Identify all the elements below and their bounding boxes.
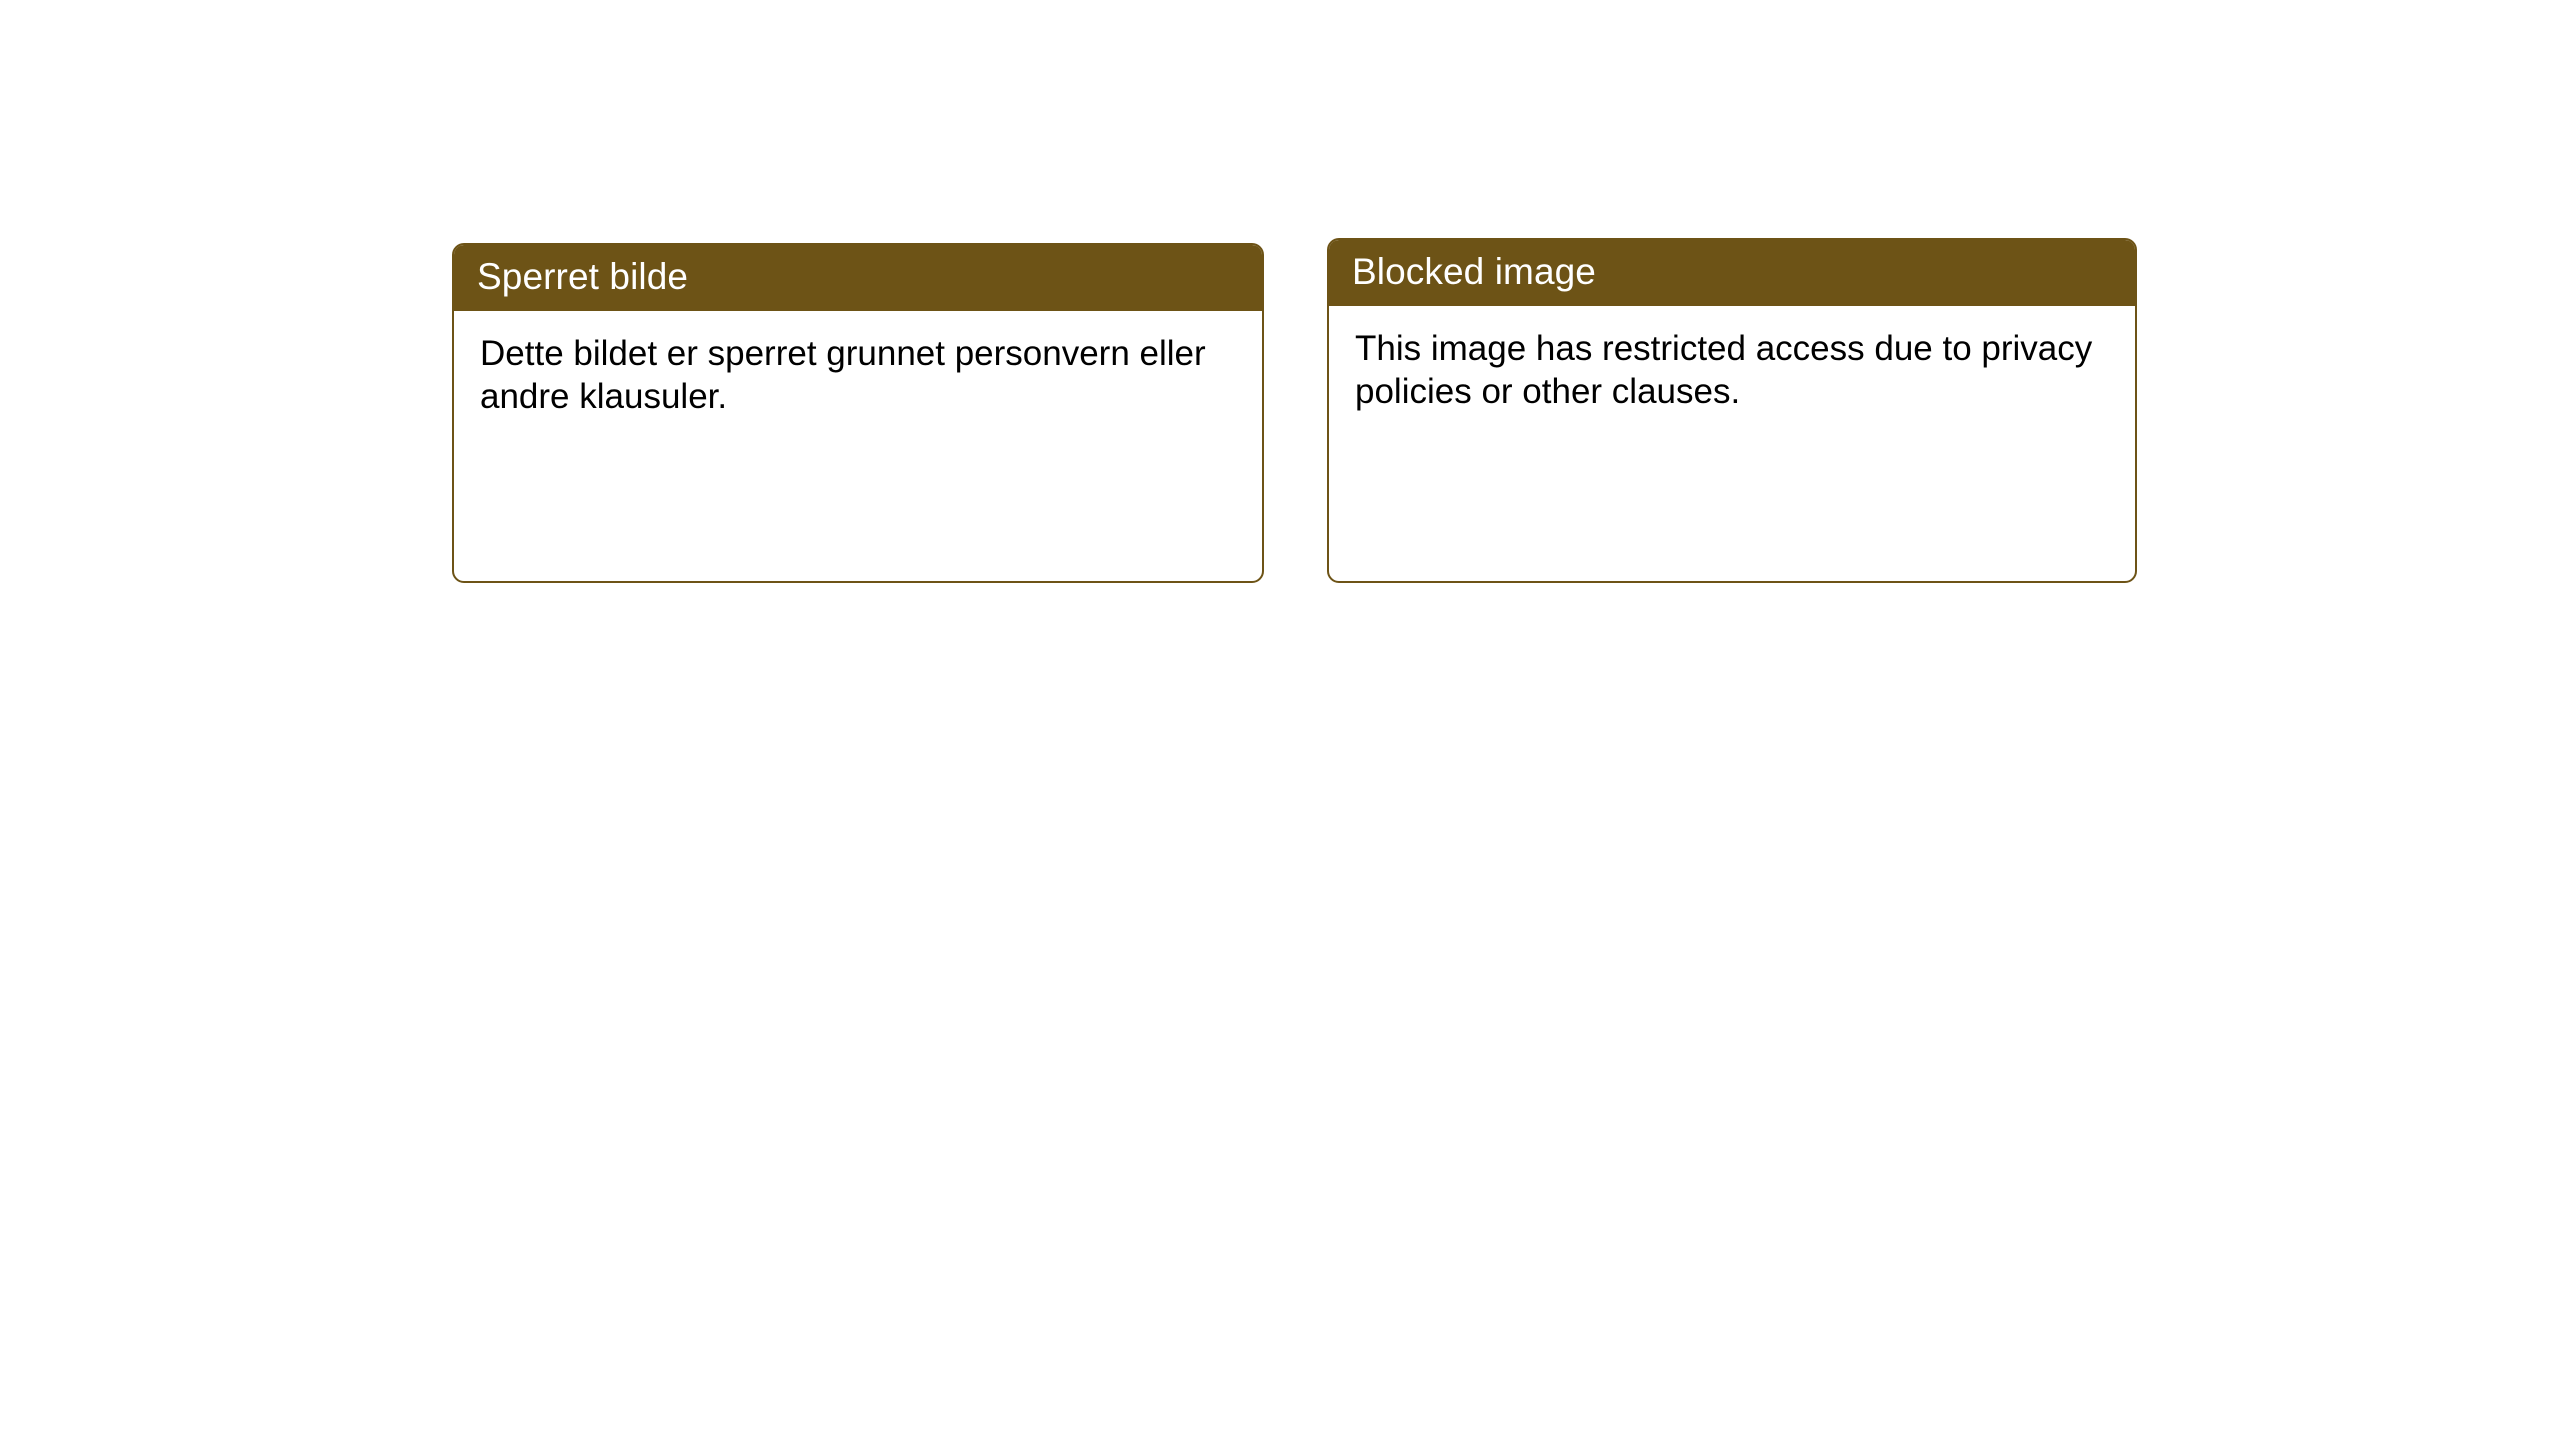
card-body-text-en: This image has restricted access due to privacy policies or other clauses. — [1355, 329, 2093, 411]
blocked-image-notice-card-en — [1327, 238, 2137, 583]
card-body-en — [1329, 306, 2135, 437]
card-title-no: Sperret bilde — [454, 245, 1262, 311]
card-body-no — [454, 311, 1262, 442]
card-title-en: Blocked image — [1329, 240, 2135, 306]
blocked-image-notice-card-no — [452, 243, 1264, 583]
card-body-text-no: Dette bildet er sperret grunnet personvern eller andre klausuler. — [480, 334, 1206, 416]
